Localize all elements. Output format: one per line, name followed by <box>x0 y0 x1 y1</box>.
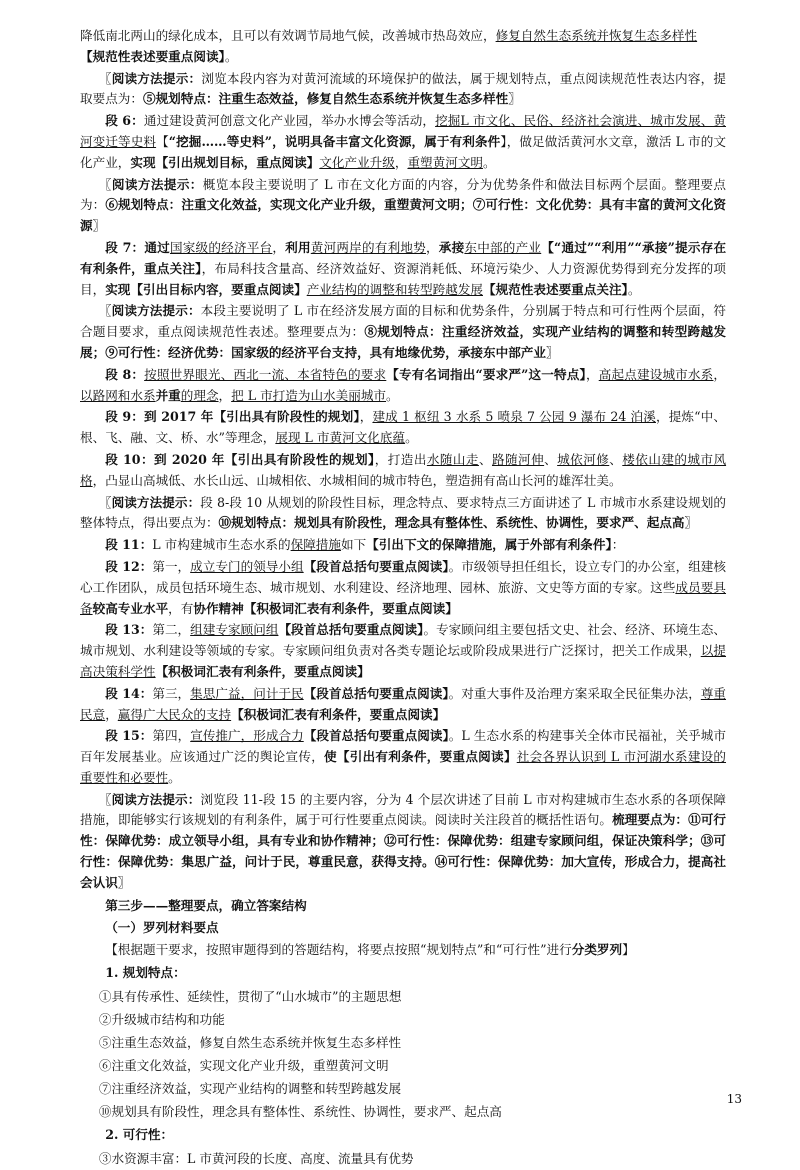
list-item: ⑥注重文化效益，实现文化产业升级，重塑黄河文明 <box>98 1057 389 1073</box>
reading-tip-4: 〖阅读方法提示：段 8-段 10 从规划的阶段性目标，理念特点、要求特点三方面讲述了 L 市城市水系建设规划的整体特点，得出要点为：⑩规划特点：规划具有阶段性，理念具有整体性、系统性、协调性，要求严、起点高〗 <box>80 494 727 531</box>
paragraph-14: 段 14：第三，集思广益，问计于民【段首总括句要重点阅读】。对重大事件及治理方案采取全民征集办法，尊重民意，赢得广大民众的支持【积极词汇表有利条件，要重点阅读】 <box>80 685 727 722</box>
list-item: ⑩规划具有阶段性，理念具有整体性、系统性、协调性，要求严、起点高 <box>98 1103 502 1119</box>
list-item: ②升级城市结构和功能 <box>98 1011 225 1027</box>
paragraph-13: 段 13：第二，组建专家顾问组【段首总括句要重点阅读】。专家顾问组主要包括文史、社会、经济、环境生态、城市规划、水利建设等领域的专家。专家顾问组负责对各类专题论坛或阶段成果进行广泛探讨，把关工作成果，以提高决策科学性【积极词汇表有利条件，要重点阅读】 <box>80 622 727 679</box>
paragraph-7: 段 7：通过国家级的经济平台，利用黄河两岸的有利地势，承接东中部的产业【“通过”“利用”“承接”提示存在有利条件，重点关注】，布局科技含量高、经济效益好、资源消耗低、环境污染少、人力资源优势得到充分发挥的项目，实现【引出目标内容，要重点阅读】产业结构的调整和转型跨越发展【规范性表述要重点关注】。 <box>80 239 727 297</box>
list-item: ③水资源丰富：L 市黄河段的长度、高度、流量具有优势 <box>98 1150 414 1166</box>
paragraph-8: 段 8：按照世界眼光、西北一流、本省特色的要求【专有名词指出“要求严”这一特点】，高起点建设城市水系，以路网和水系并重的理念，把 L 市打造为山水美丽城市。 <box>80 366 727 403</box>
step-heading: 第三步——整理要点，确立答案结构 <box>105 897 307 913</box>
paragraph-6: 段 6：通过建设黄河创意文化产业园，举办水博会等活动，挖掘L 市文化、民俗、经济社会演进、城市发展、黄河变迁等史料【“挖掘……等史料”，说明具备丰富文化资源，属于有利条件】，做足做活黄河水文章，激活 L 市的文化产业，实现【引出规划目标，重点阅读】文化产业升级，重塑黄河文明。 <box>80 113 727 170</box>
paragraph-10: 段 10：到 2020 年【引出具有阶段性的规划】，打造出水随山走、路随河伸、城依河修、楼依山建的城市风格，凸显山高城低、水长山远、山城相依、水城相间的城市特色，塑造拥有高山长河的雄浑壮美。 <box>80 451 727 488</box>
list-item: ⑦注重经济效益，实现产业结构的调整和转型跨越发展 <box>98 1080 402 1096</box>
paragraph-15: 段 15：第四，宣传推广，形成合力【段首总括句要重点阅读】。L 生态水系的构建事关全体市民福祉，关乎城市百年发展基业。应该通过广泛的舆论宣传，使【引出有利条件，要重点阅读】社会各界认识到 L 市河湖水系建设的重要性和必要性。 <box>80 728 727 785</box>
reading-tip-3: 〖阅读方法提示：本段主要说明了 L 市在经济发展方面的目标和优势条件，分别属于特点和可行性两个层面，符合题目要求，重点阅读规范性表述。整理要点为：⑧规划特点：注重经济效益，实现产业结构的调整和转型跨越发展；⑨可行性：经济优势：国家级的经济平台支持，具有地缘优势，承接东中部产业〗 <box>80 303 727 360</box>
reading-tip-1: 〖阅读方法提示：浏览本段内容为对黄河流域的环境保护的做法，属于规划特点，重点阅读规范性表达内容，提取要点为：⑤规划特点：注重生态效益，修复自然生态系统并恢复生态多样性〗 <box>80 70 727 107</box>
plan-features-list <box>80 985 726 1123</box>
list-item: ①具有传承性、延续性，贯彻了“山水城市”的主题思想 <box>98 988 402 1004</box>
paragraph-11: 段 11：L 市构建城市生态水系的保障措施如下【引出下文的保障措施，属于外部有利条件】： <box>105 537 625 553</box>
list-item: ⑤注重生态效益，修复自然生态系统并恢复生态多样性 <box>98 1034 402 1050</box>
paragraph-12: 段 12：第一，成立专门的领导小组【段首总括句要重点阅读】。市级领导担任组长，设立专门的办公室，组建核心工作团队，成员包括环境生态、城市规划、水利建设、经济地理、园林、旅游、文史等方面的专家。这些成员要具备较高专业水平，有协作精神【积极词汇表有利条件，要重点阅读】 <box>80 558 727 616</box>
reading-tip-5: 〖阅读方法提示：浏览段 11-段 15 的主要内容，分为 4 个层次讲述了目前 L 市对构建城市生态水系的各项保障措施，即能够实行该规划的有利条件，属于可行性要重点阅读。阅读时关注段首的概括性语句。梳理要点为：⑪可行性：保障优势：成立领导小组，具有专业和协作精神；⑫可行性：保障优势：组建专家顾问组，保证决策科学；⑬可行性：保障优势：集思广益，问计于民，尊重民意，获得支持。⑭可行性：保障优势：加大宣传，形成合力，提高社会认识〗 <box>80 791 727 890</box>
instruction: 【根据题干要求，按照审题得到的答题结构，将要点按照“规划特点”和“可行性”进行分类罗列】 <box>105 942 635 958</box>
reading-tip-2: 〖阅读方法提示：概览本段主要说明了 L 市在文化方面的内容，分为优势条件和做法目标两个层面。整理要点为：⑥规划特点：注重文化效益，实现文化产业升级，重塑黄河文明；⑦可行性：文化优势：具有丰富的黄河文化资源〗 <box>80 176 727 234</box>
page-number: 13 <box>726 1092 742 1107</box>
paragraph-9: 段 9：到 2017 年【引出具有阶段性的规划】，建成 1 枢纽 3 水系 5 喷泉 7 公园 9 瀑布 24 泊溪，提炼“中、根、飞、融、文、桥、水”等理念，展现 L 市黄河文化底蕴。 <box>80 409 726 446</box>
section-heading-feasibility: 2. 可行性： <box>105 1126 174 1142</box>
feasibility-list <box>80 1147 726 1170</box>
body-text <box>80 26 726 894</box>
section-heading-plan-features: 1. 规划特点： <box>105 965 186 981</box>
sub-heading: （一）罗列材料要点 <box>105 920 219 936</box>
paragraph-1: 降低南北两山的绿化成本，且可以有效调节局地气候，改善城市热岛效应，修复自然生态系统并恢复生态多样性 【规范性表述要重点阅读】。 <box>80 28 698 64</box>
